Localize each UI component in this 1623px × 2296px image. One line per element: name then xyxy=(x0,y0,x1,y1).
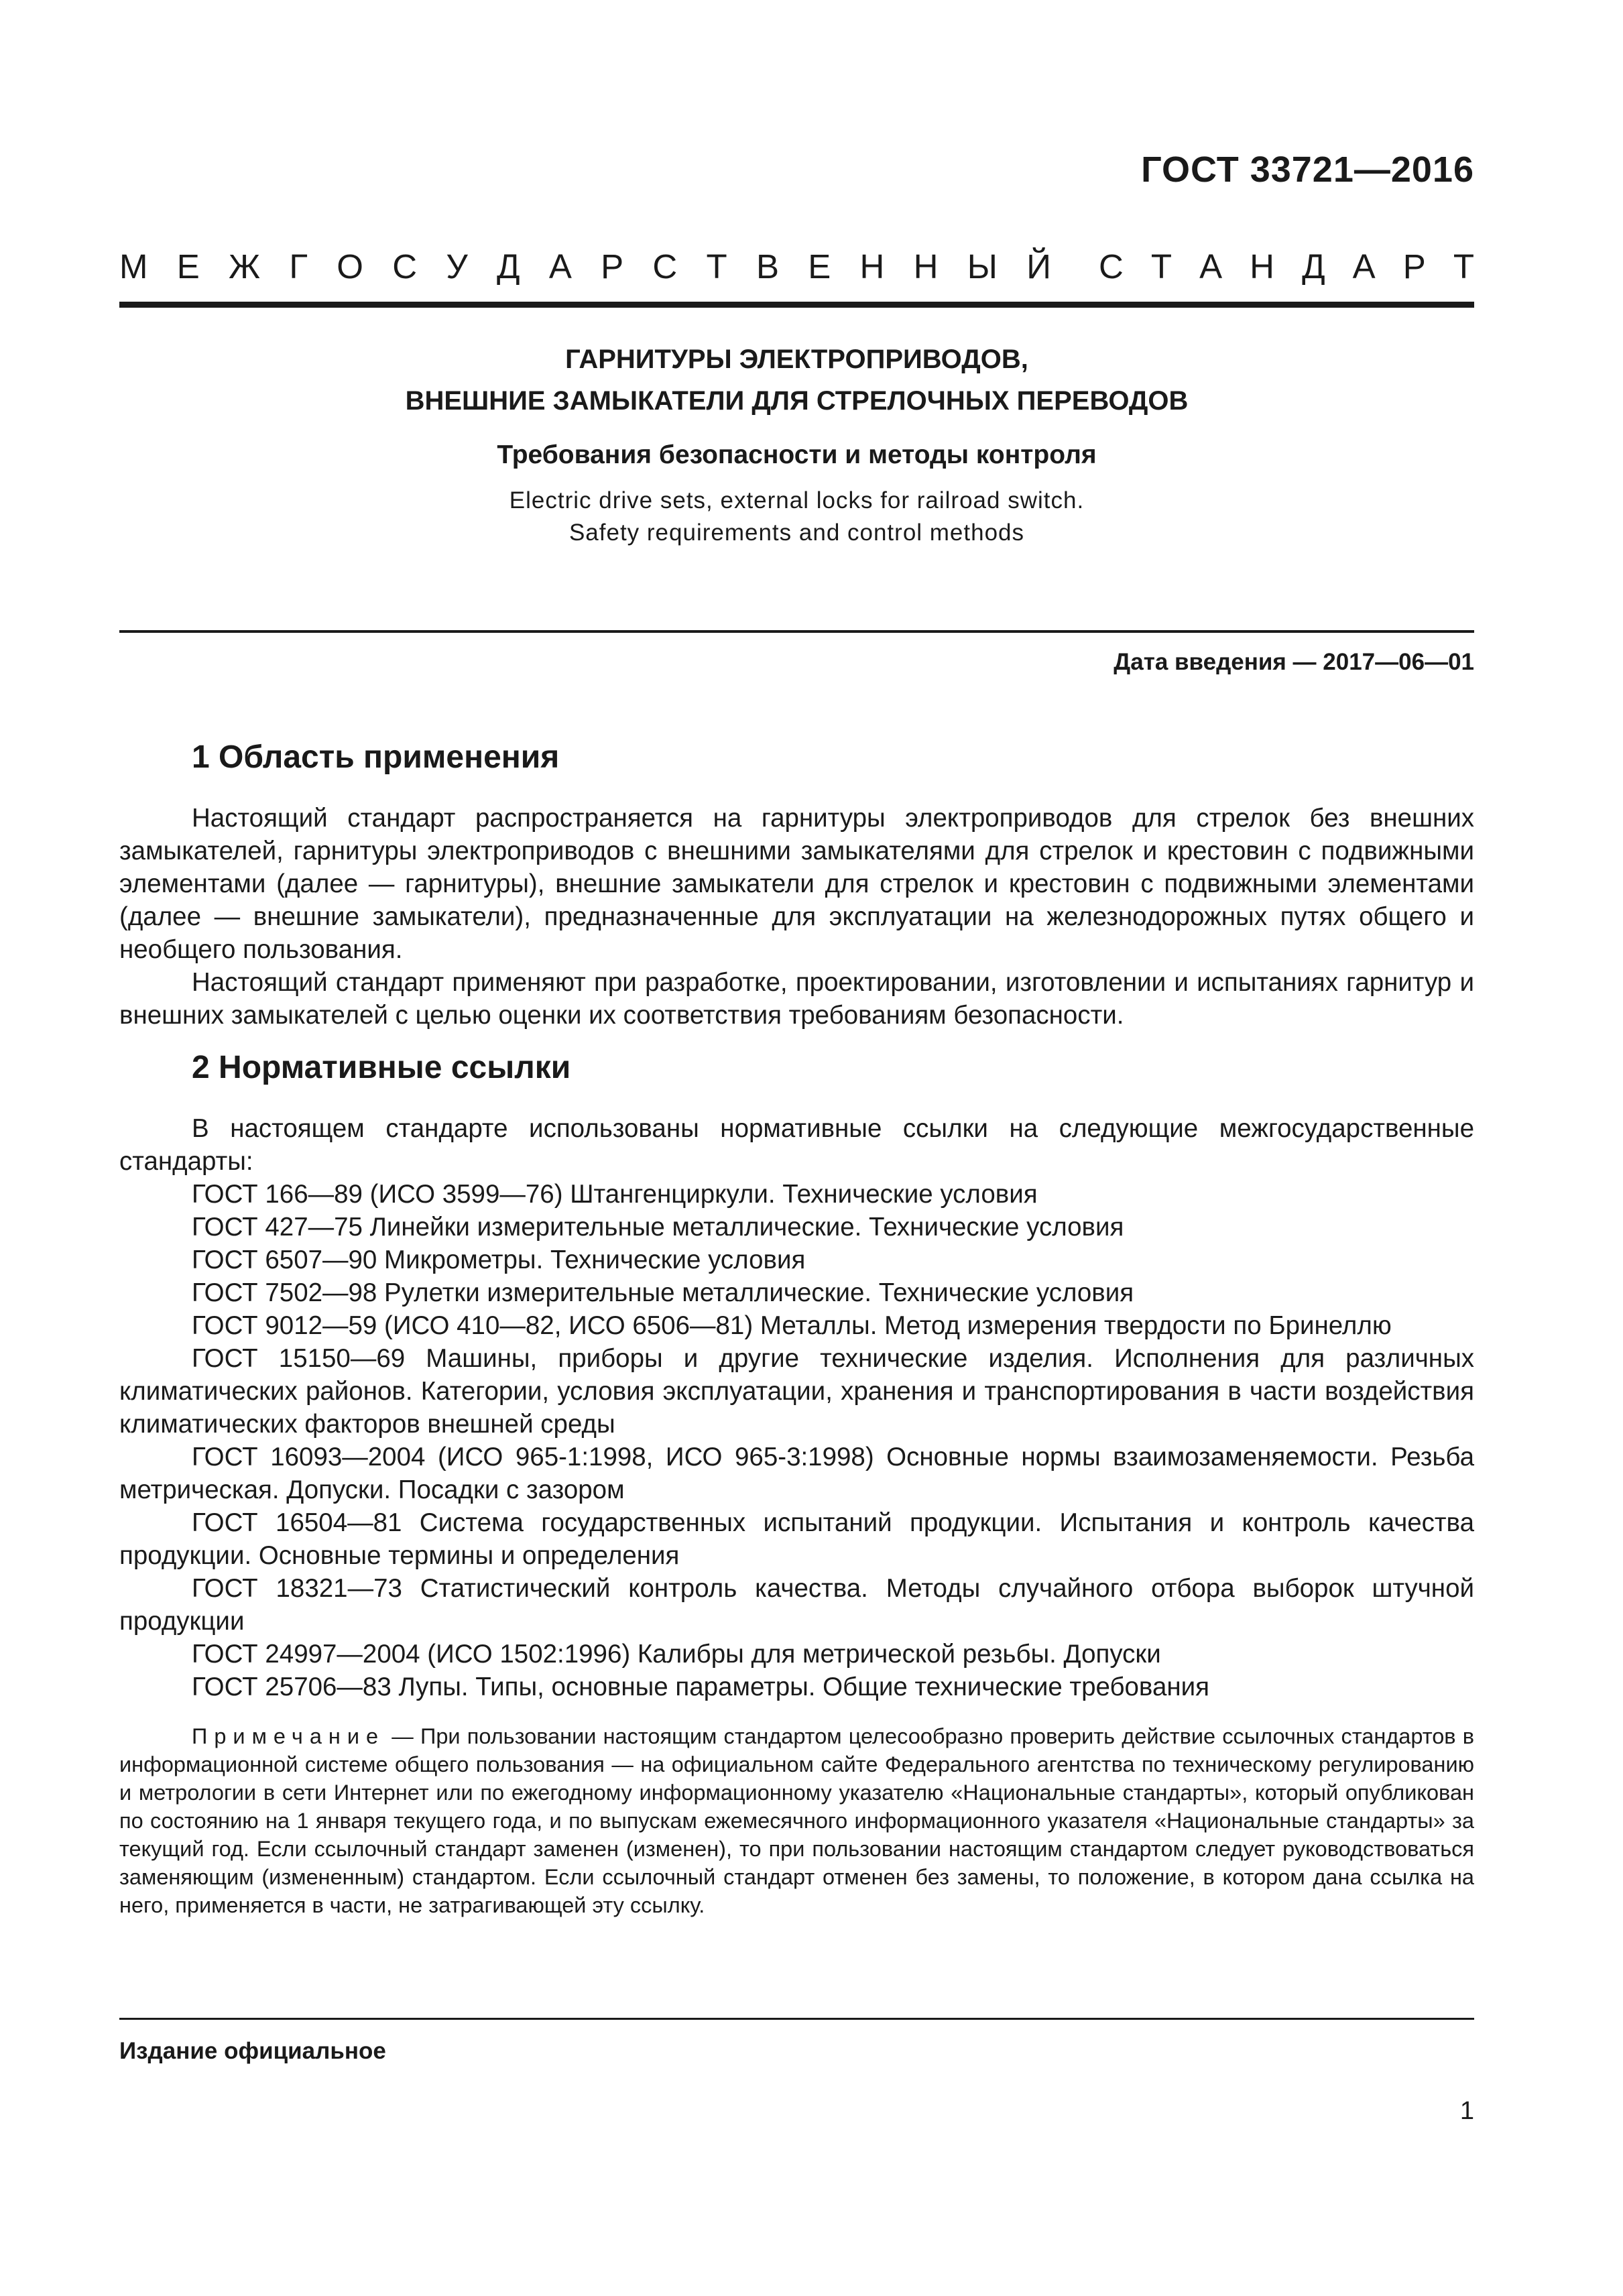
heading-letter: Н xyxy=(859,247,885,286)
reference-item: ГОСТ 7502—98 Рулетки измерительные металлические. Технические условия xyxy=(192,1278,1134,1307)
heading-letter: С xyxy=(1099,247,1124,286)
note xyxy=(119,1722,1474,1919)
heading-letter: С xyxy=(392,247,418,286)
reference-item: ГОСТ 15150—69 Машины, приборы и другие технические изделия. Исполнения для различных климатических районов. Категории, условия эксплуатации, хранения и транспортирования в части воздействия климатических факторов внешней среды xyxy=(119,1344,1474,1439)
heading-letter: А xyxy=(1199,247,1223,286)
heading-letter: Н xyxy=(913,247,939,286)
header-rule xyxy=(119,302,1474,308)
heading-letter: У xyxy=(446,247,468,286)
heading-letter: Р xyxy=(1402,247,1426,286)
heading-letter: Й xyxy=(1026,247,1051,286)
reference-item: ГОСТ 18321—73 Статистический контроль качества. Методы случайного отбора выборок штучной продукции xyxy=(119,1574,1474,1636)
reference-item: ГОСТ 6507—90 Микрометры. Технические условия xyxy=(192,1246,806,1274)
heading-letter: Р xyxy=(601,247,624,286)
english-title-line-2: Safety requirements and control methods xyxy=(568,520,1025,546)
reference-item: ГОСТ 24997—2004 (ИСО 1502:1996) Калибры для метрической резьбы. Допуски xyxy=(192,1640,1161,1669)
heading-letter: А xyxy=(1352,247,1376,286)
interstate-standard-heading xyxy=(119,247,1474,286)
reference-item: ГОСТ 427—75 Линейки измерительные металлические. Технические условия xyxy=(192,1213,1124,1242)
title-rule xyxy=(119,630,1474,633)
reference-item: ГОСТ 25706—83 Лупы. Типы, основные параметры. Общие технические требования xyxy=(192,1673,1209,1701)
document-body xyxy=(119,737,1474,1941)
section-1-paragraph-2: Настоящий стандарт применяют при разработке, проектировании, изготовлении и испытаниях гарнитур и внешних замыкателей с целью оценки их соответствия требованиям безопасности. xyxy=(119,968,1474,1030)
introduction-date: Дата введения — 2017—06—01 xyxy=(1114,649,1474,675)
heading-letter: В xyxy=(756,247,779,286)
heading-letter: Т xyxy=(1453,247,1474,286)
heading-letter: Г xyxy=(289,247,308,286)
page-number: 1 xyxy=(1459,2097,1474,2125)
edition-label: Издание официальное xyxy=(119,2038,386,2064)
section-1-title: 1 Область применения xyxy=(192,739,560,775)
title-line-1: ГАРНИТУРЫ ЭЛЕКТРОПРИВОДОВ, xyxy=(565,345,1028,374)
title-block xyxy=(119,339,1474,549)
note-label: Примечание xyxy=(192,1724,385,1748)
footer-rule xyxy=(119,2018,1474,2020)
references-list xyxy=(119,1178,1474,1703)
interstate-word xyxy=(119,247,1051,286)
section-1-paragraph-1: Настоящий стандарт распространяется на гарнитуры электроприводов для стрелок без внешних замыкателей, гарнитуры электроприводов с внешними замыкателями для стрелок и крестовин с подвижными элементами (далее — гарнитуры), внешние замыкатели для стрелок и крестовин с подвижными элементами (далее — внешние замыкатели), предназначенные для эксплуатации на железнодорожных путях общего и необщего пользования. xyxy=(119,804,1474,964)
heading-letter: Е xyxy=(176,247,200,286)
english-title-line-1: Electric drive sets, external locks for railroad switch. xyxy=(509,487,1085,513)
heading-letter: Ы xyxy=(967,247,998,286)
heading-letter: О xyxy=(337,247,363,286)
heading-letter: М xyxy=(119,247,148,286)
reference-item: ГОСТ 9012—59 (ИСО 410—82, ИСО 6506—81) Металлы. Метод измерения твердости по Бринеллю xyxy=(192,1311,1392,1340)
heading-letter: Т xyxy=(706,247,727,286)
section-2-title: 2 Нормативные ссылки xyxy=(192,1050,571,1085)
note-text: — При пользовании настоящим стандартом целесообразно проверить действие ссылочных стандартов в информационной системе общего пользования — на официальном сайте Федерального агентства по техническому регулированию и метрологии в сети Интернет или по ежегодному информационному указателю «Национальные стандарты», который опубликован по состоянию на 1 января текущего года, и по выпускам ежемесячного информационного указателя «Национальные стандарты» за текущий год. Если ссылочный стандарт заменен (изменен), то при пользовании настоящим стандартом следует руководствоваться заменяющим (измененным) стандартом. Если ссылочный стандарт отменен без замены, то положение, в котором дана ссылка на него, применяется в части, не затрагивающей эту ссылку. xyxy=(119,1724,1474,1917)
section-2-intro: В настоящем стандарте использованы нормативные ссылки на следующие межгосударственные стандарты: xyxy=(119,1114,1474,1176)
reference-item: ГОСТ 16504—81 Система государственных испытаний продукции. Испытания и контроль качества продукции. Основные термины и определения xyxy=(119,1508,1474,1570)
heading-letter: Д xyxy=(1302,247,1325,286)
heading-letter: С xyxy=(652,247,678,286)
standard-word xyxy=(1099,247,1474,286)
heading-letter: Т xyxy=(1150,247,1173,286)
gost-code: ГОСТ 33721—2016 xyxy=(1141,149,1474,190)
reference-item: ГОСТ 166—89 (ИСО 3599—76) Штангенциркули. Технические условия xyxy=(192,1180,1038,1209)
heading-letter: Д xyxy=(497,247,520,286)
reference-item: ГОСТ 16093—2004 (ИСО 965-1:1998, ИСО 965-3:1998) Основные нормы взаимозаменяемости. Резьба метрическая. Допуски. Посадки с зазором xyxy=(119,1443,1474,1504)
heading-letter: Е xyxy=(808,247,831,286)
heading-letter: А xyxy=(548,247,572,286)
subtitle: Требования безопасности и методы контроля xyxy=(497,440,1097,469)
title-line-2: ВНЕШНИЕ ЗАМЫКАТЕЛИ ДЛЯ СТРЕЛОЧНЫХ ПЕРЕВОДОВ xyxy=(405,386,1189,416)
heading-letter: Н xyxy=(1250,247,1275,286)
heading-letter: Ж xyxy=(229,247,261,286)
